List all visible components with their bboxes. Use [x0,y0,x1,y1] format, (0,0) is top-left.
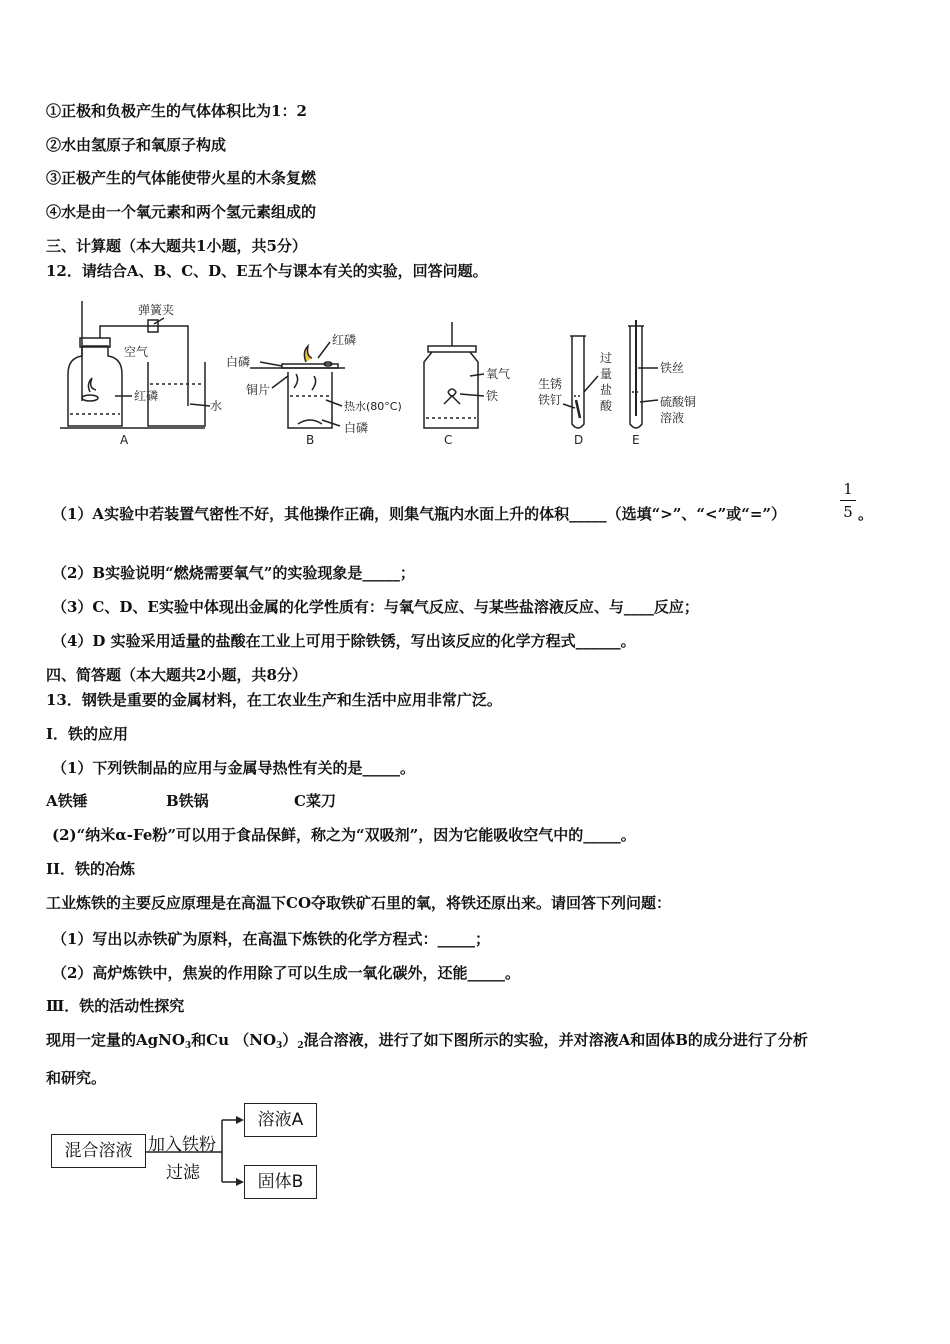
solid-B-box: 固体B [244,1165,317,1199]
question-12-4: （4）D 实验采用适量的盐酸在工业上可用于除铁锈，写出该反应的化学方程式______。 [52,632,636,650]
label-D: D [574,433,584,447]
intro-paren: ） [282,1031,298,1049]
label-clamp: 弹簧夹 [138,303,175,317]
label-copper-sheet: 铜片 [246,383,271,397]
label-red-phosphorus-A: 红磷 [134,389,159,403]
section-4-heading: 四、简答题（本大题共2小题，共8分） [46,666,307,684]
part-III-intro [46,1030,808,1056]
label-rusty-nail-1: 生锈铁钉 [538,377,563,407]
question-12-2: （2）B实验说明“燃烧需要氧气”的实验现象是_____； [52,564,415,582]
fraction-numerator: 1 [843,480,853,498]
mixed-solution-box: 混合溶液 [51,1134,146,1168]
label-B: B [306,433,315,447]
label-A: A [120,433,129,447]
apparatus-C [424,322,484,428]
question-13-3: （1）写出以赤铁矿为原料，在高温下炼铁的化学方程式：_____； [52,930,490,948]
intro-rest: 混合溶液，进行了如下图所示的实验，并对溶液A和固体B的成分进行了分析 [303,1031,808,1049]
question-13-2: (2)“纳米α-Fe粉”可以用于食品保鲜，称之为“双吸剂”，因为它能吸收空气中的_____。 [52,826,636,844]
fraction-denominator: 5 [843,503,853,521]
label-oxygen: 氧气 [486,367,511,381]
add-iron-powder-label: 加入铁粉 [148,1135,216,1155]
part-III-intro-end: 和研究。 [46,1069,107,1087]
question-13: 13．钢铁是重要的金属材料，在工农业生产和生活中应用非常广泛。 [46,691,502,709]
label-white-phosphorus-top: 白磷 [226,355,251,369]
label-E: E [632,433,640,447]
question-12-3: （3）C、D、E实验中体现出金属的化学性质有：与氧气反应、与某些盐溶液反应、与____反应； [52,598,699,616]
statement-2: ②水由氢原子和氧原子构成 [46,136,227,154]
filter-label: 过滤 [166,1163,200,1183]
statement-4: ④水是由一个氧元素和两个氢元素组成的 [46,203,317,221]
apparatus-D [563,336,598,428]
label-hot-water: 热水(80°C) [344,400,402,413]
apparatus-A [60,301,210,428]
part-I-heading: I．铁的应用 [46,725,129,743]
part-II-heading: II．铁的冶炼 [46,860,136,878]
label-C: C [444,433,453,447]
label-red-phosphorus-B: 红磷 [332,333,357,347]
experiment-apparatus-figure [60,296,720,448]
statement-1: ①正极和负极产生的气体体积比为1：2 [46,102,307,120]
apparatus-E [628,320,658,428]
solution-A-box: 溶液A [244,1103,317,1137]
label-water: 水 [210,399,223,413]
statement-3: ③正极产生的气体能使带火星的木条复燃 [46,169,317,187]
label-white-phosphorus-bottom: 白磷 [344,421,369,435]
option-C: C菜刀 [294,792,336,810]
question-13-1: （1）下列铁制品的应用与金属导热性有关的是_____。 [52,759,415,777]
label-acid: 过量盐酸 [600,351,613,413]
sub-2: 2 [297,1041,304,1051]
part-II-intro: 工业炼铁的主要反应原理是在高温下CO夺取铁矿石里的氧，将铁还原出来。请回答下列问题： [46,894,672,912]
intro-agno3: 现用一定量的AgNO [46,1031,185,1049]
section-3-heading: 三、计算题（本大题共1小题，共5分） [46,237,307,255]
option-A: A铁锤 [46,792,88,810]
intro-cu-no3: 和Cu （NO [191,1031,277,1049]
question-12: 12．请结合A、B、C、D、E五个与课本有关的实验，回答问题。 [46,262,488,280]
sub-3b: 3 [276,1041,283,1051]
question-13-4: （2）高炉炼铁中，焦炭的作用除了可以生成一氧化碳外，还能_____。 [52,964,520,982]
option-B: B铁锅 [166,792,209,810]
label-copper-sulfate: 硫酸铜溶液 [660,395,697,425]
label-iron-wire: 铁丝 [660,361,685,375]
label-iron: 铁 [486,389,499,403]
part-III-heading: Ⅲ．铁的活动性探究 [46,997,185,1015]
question-12-1-end: 。 [858,505,874,523]
sub-3a: 3 [184,1041,192,1051]
question-12-1: （1）A实验中若装置气密性不好，其他操作正确，则集气瓶内水面上升的体积_____（选填“>”、“<”或“=”） [52,505,787,523]
label-air: 空气 [124,345,149,359]
fraction-one-fifth [840,480,856,521]
